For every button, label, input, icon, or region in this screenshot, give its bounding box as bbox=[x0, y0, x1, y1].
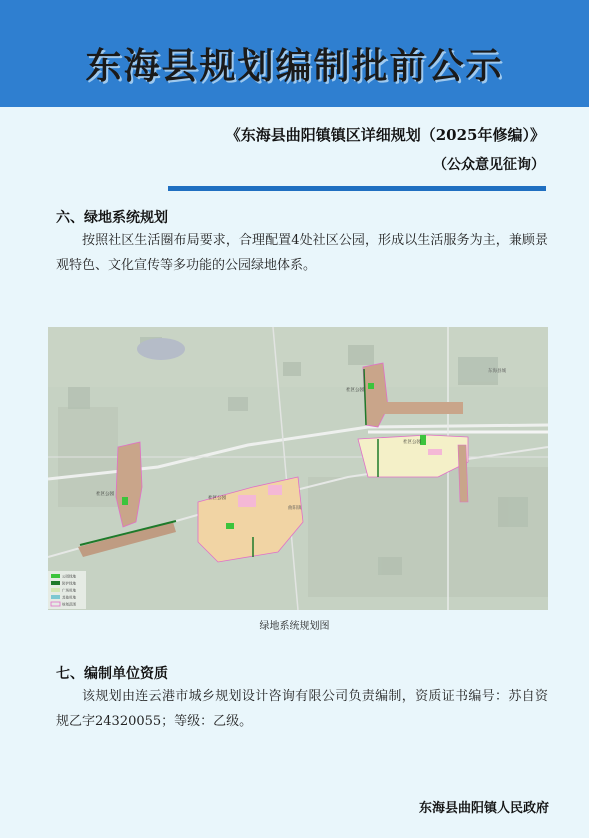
park-label-north: 社区公园 bbox=[346, 388, 364, 393]
map-caption: 绿地系统规划图 bbox=[259, 621, 330, 632]
place-label-county: 东海县城 bbox=[488, 369, 506, 374]
central-park bbox=[226, 523, 234, 529]
section-paragraph-green-space: 按照社区生活圈布局要求，合理配置4处社区公园，形成以生活服务为主，兼顾景观特色、文化宣传等多功能的公园绿地体系。 bbox=[56, 233, 548, 273]
section-title-qualification: 七、编制单位资质 bbox=[56, 666, 168, 682]
place-label-town: 曲阳镇 bbox=[288, 506, 302, 511]
park-label-central: 社区公园 bbox=[208, 496, 226, 501]
north-strip bbox=[383, 402, 463, 414]
central-public-land bbox=[238, 495, 256, 507]
map-legend bbox=[48, 571, 86, 609]
legend-item bbox=[51, 574, 76, 579]
map-graphic bbox=[48, 327, 548, 610]
west-park bbox=[122, 497, 128, 505]
document-name: 《东海县曲阳镇镇区详细规划（2025年修编）》 bbox=[225, 126, 545, 144]
legend-item bbox=[51, 588, 76, 593]
east-public-land bbox=[428, 449, 442, 455]
legend-item bbox=[51, 595, 76, 600]
svg-text:防护绿地: 防护绿地 bbox=[62, 581, 76, 586]
east-strip bbox=[458, 445, 468, 502]
page-title: 东海县规划编制批前公示 bbox=[85, 46, 504, 87]
park-label-east: 社区公园 bbox=[403, 440, 421, 445]
section-title-green-space: 六、绿地系统规划 bbox=[56, 210, 168, 226]
section-paragraph-qualification: 该规划由连云港市城乡规划设计咨询有限公司负责编制，资质证书编号：苏自资规乙字24320055；等级：乙级。 bbox=[56, 689, 548, 729]
svg-text:广场用地: 广场用地 bbox=[62, 588, 76, 593]
map-lake bbox=[137, 338, 185, 360]
title-divider bbox=[168, 186, 546, 191]
document-subtitle: （公众意见征询） bbox=[433, 157, 545, 173]
central-public-land-2 bbox=[268, 485, 282, 495]
svg-text:规划范围: 规划范围 bbox=[62, 602, 76, 607]
issuing-authority: 东海县曲阳镇人民政府 bbox=[418, 801, 549, 816]
svg-text:其他用地: 其他用地 bbox=[62, 595, 76, 600]
park-label-west: 社区公园 bbox=[96, 492, 114, 497]
north-park bbox=[368, 383, 374, 389]
green-space-plan-map bbox=[48, 327, 548, 610]
svg-text:公园绿地: 公园绿地 bbox=[62, 574, 76, 579]
legend-item bbox=[51, 581, 76, 586]
